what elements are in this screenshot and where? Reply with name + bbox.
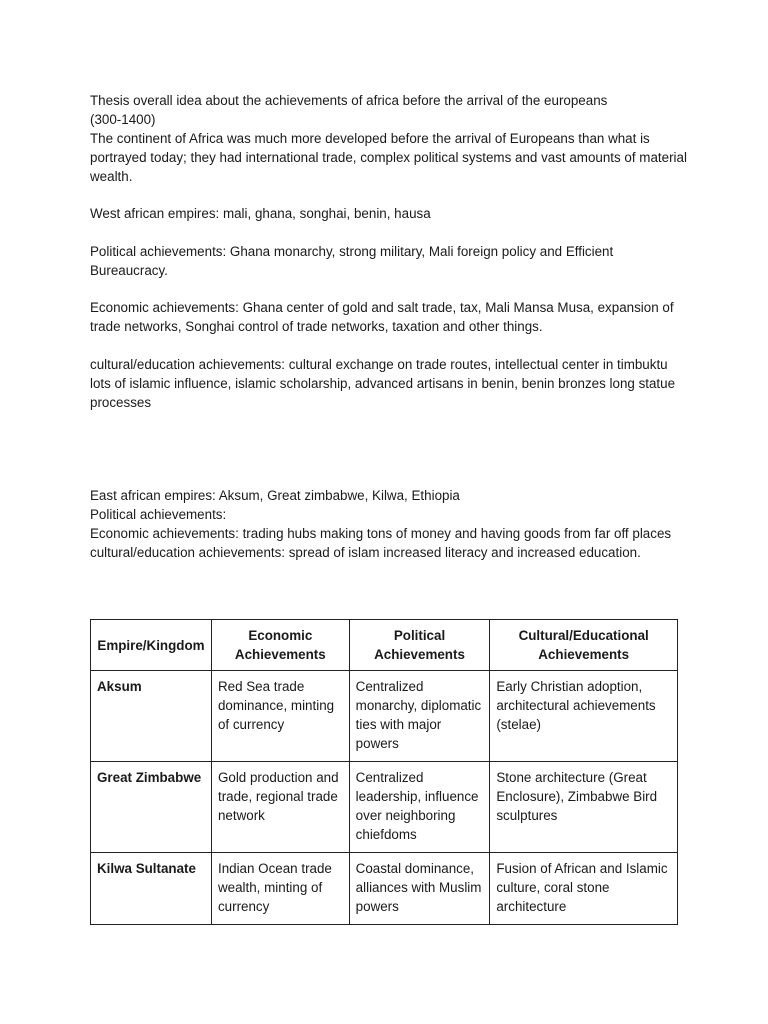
empire-name: Aksum <box>91 671 212 762</box>
economic-cell: Red Sea trade dominance, minting of currency <box>211 671 349 762</box>
east-economic-achievements: Economic achievements: trading hubs making tons of money and having goods from far off places <box>90 526 672 541</box>
west-cultural-section <box>90 355 690 412</box>
header-cultural: Cultural/Educational Achievements <box>490 620 678 671</box>
east-empires-section <box>90 486 690 562</box>
empire-name: Kilwa Sultanate <box>91 853 212 925</box>
political-cell: Centralized monarchy, diplomatic ties with major powers <box>349 671 490 762</box>
cultural-cell: Fusion of African and Islamic culture, coral stone architecture <box>490 853 678 925</box>
table-row <box>91 671 678 762</box>
west-political-achievements: Political achievements: Ghana monarchy, strong military, Mali foreign policy and Efficient Bureaucracy. <box>90 244 614 278</box>
west-cultural-achievements: cultural/education achievements: cultural exchange on trade routes, intellectual center in timbuktu lots of islamic influence, islamic scholarship, advanced artisans in benin, benin bronzes long statue processes <box>90 357 676 410</box>
economic-cell: Gold production and trade, regional trade network <box>211 762 349 853</box>
west-economic-achievements: Economic achievements: Ghana center of gold and salt trade, tax, Mali Mansa Musa, expansion of trade networks, Songhai control of trade networks, taxation and other things. <box>90 300 674 334</box>
cultural-cell: Early Christian adoption, architectural achievements (stelae) <box>490 671 678 762</box>
west-economic-section <box>90 298 690 336</box>
table-header-row <box>91 620 678 671</box>
header-political: Political Achievements <box>349 620 490 671</box>
table-row <box>91 762 678 853</box>
thesis-title: Thesis overall idea about the achievements of africa before the arrival of the europeans <box>90 93 608 108</box>
header-empire: Empire/Kingdom <box>91 620 212 671</box>
achievements-table <box>90 619 678 925</box>
east-political-achievements: Political achievements: <box>90 507 227 522</box>
east-cultural-achievements: cultural/education achievements: spread of islam increased literacy and increased education. <box>90 545 641 560</box>
empire-name: Great Zimbabwe <box>91 762 212 853</box>
west-empires-list: West african empires: mali, ghana, songhai, benin, hausa <box>90 206 431 221</box>
thesis-body: The continent of Africa was much more developed before the arrival of Europeans than what is portrayed today; they had international trade, complex political systems and vast amounts of material wealth. <box>90 131 687 184</box>
political-cell: Centralized leadership, influence over neighboring chiefdoms <box>349 762 490 853</box>
political-cell: Coastal dominance, alliances with Muslim powers <box>349 853 490 925</box>
thesis-section <box>90 91 690 186</box>
thesis-date-range: (300-1400) <box>90 112 156 127</box>
table-row <box>91 853 678 925</box>
header-economic: Economic Achievements <box>211 620 349 671</box>
west-political-section <box>90 242 690 280</box>
east-empires-list: East african empires: Aksum, Great zimbabwe, Kilwa, Ethiopia <box>90 488 460 503</box>
west-empires-section <box>90 204 690 223</box>
economic-cell: Indian Ocean trade wealth, minting of currency <box>211 853 349 925</box>
cultural-cell: Stone architecture (Great Enclosure), Zimbabwe Bird sculptures <box>490 762 678 853</box>
